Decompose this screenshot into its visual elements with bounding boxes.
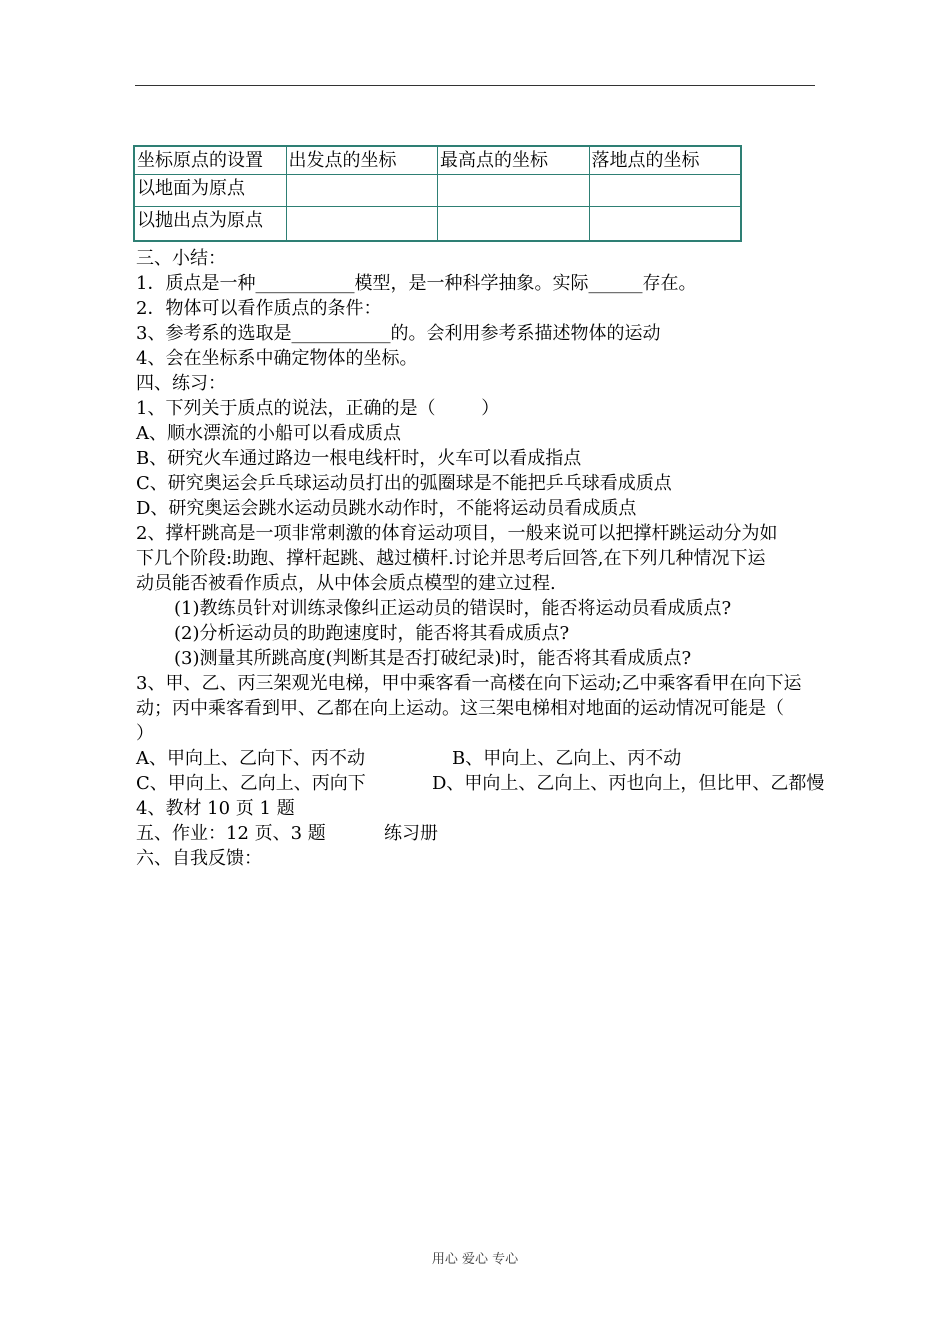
summary-item: 1．质点是一种___________模型，是一种科学抽象。实际______存在。 [136, 273, 697, 294]
question-1: 1、下列关于质点的说法，正确的是（ ） [136, 398, 500, 419]
table-header-cell: 最高点的坐标 [438, 146, 590, 175]
summary-heading: 三、小结： [136, 248, 226, 269]
question-2-text: 动员能否被看作质点，从中体会质点模型的建立过程. [136, 573, 556, 594]
question-3-option: D、甲向上、乙向上、丙也向上，但比甲、乙都慢 [432, 773, 825, 794]
header-rule [135, 85, 815, 86]
table-cell [438, 175, 590, 207]
homework-book: 练习册 [384, 823, 438, 844]
question-3-option: A、甲向上、乙向下、丙不动 [136, 748, 365, 769]
question-2-sub: (2)分析运动员的助跑速度时，能否将其看成质点? [174, 623, 570, 644]
summary-item: 3、参考系的选取是___________的。会利用参考系描述物体的运动 [136, 323, 661, 344]
question-2-text: 2、撑杆跳高是一项非常刺激的体育运动项目，一般来说可以把撑杆跳运动分为如 [136, 523, 778, 544]
table-cell: 以地面为原点 [134, 175, 286, 207]
table-row [134, 207, 741, 242]
table-cell [438, 207, 590, 242]
question-3-text: 动；丙中乘客看到甲、乙都在向上运动。这三架电梯相对地面的运动情况可能是（ [136, 698, 784, 719]
table-cell [589, 207, 741, 242]
question-2-text: 下几个阶段:助跑、撑杆起跳、越过横杆.讨论并思考后回答,在下列几种情况下运 [136, 548, 766, 569]
question-1-option: B、研究火车通过路边一根电线杆时，火车可以看成指点 [136, 448, 582, 469]
page-footer: 用心 爱心 专心 [431, 1252, 519, 1267]
feedback-heading: 六、自我反馈： [136, 848, 262, 869]
homework-text: 五、作业：12 页、3 题 [136, 823, 326, 844]
question-3-option: C、甲向上、乙向上、丙向下 [136, 773, 366, 794]
coordinate-table [133, 145, 742, 242]
summary-item: 4、会在坐标系中确定物体的坐标。 [136, 348, 418, 369]
table-cell: 以抛出点为原点 [134, 207, 286, 242]
question-2-sub: (1)教练员针对训练录像纠正运动员的错误时，能否将运动员看成质点? [174, 598, 732, 619]
practice-heading: 四、练习： [136, 373, 226, 394]
table-cell [286, 175, 438, 207]
table-header-cell: 出发点的坐标 [286, 146, 438, 175]
question-1-option: C、研究奥运会乒乓球运动员打出的弧圈球是不能把乒乓球看成质点 [136, 473, 672, 494]
question-3-text: 3、甲、乙、丙三架观光电梯，甲中乘客看一高楼在向下运动;乙中乘客看甲在向下运 [136, 673, 802, 694]
summary-item: 2．物体可以看作质点的条件： [136, 298, 382, 319]
table-cell [286, 207, 438, 242]
table-header-cell: 落地点的坐标 [589, 146, 741, 175]
table-header-cell: 坐标原点的设置 [134, 146, 286, 175]
question-4: 4、教材 10 页 1 题 [136, 798, 295, 819]
question-1-option: D、研究奥运会跳水运动员跳水动作时，不能将运动员看成质点 [136, 498, 637, 519]
question-3-text: ） [136, 723, 154, 744]
question-1-option: A、顺水漂流的小船可以看成质点 [136, 423, 401, 444]
table-cell [589, 175, 741, 207]
question-2-sub: (3)测量其所跳高度(判断其是否打破纪录)时，能否将其看成质点? [174, 648, 692, 669]
question-3-option: B、甲向上、乙向上、丙不动 [452, 748, 682, 769]
table-header-row [134, 146, 741, 175]
table-row [134, 175, 741, 207]
